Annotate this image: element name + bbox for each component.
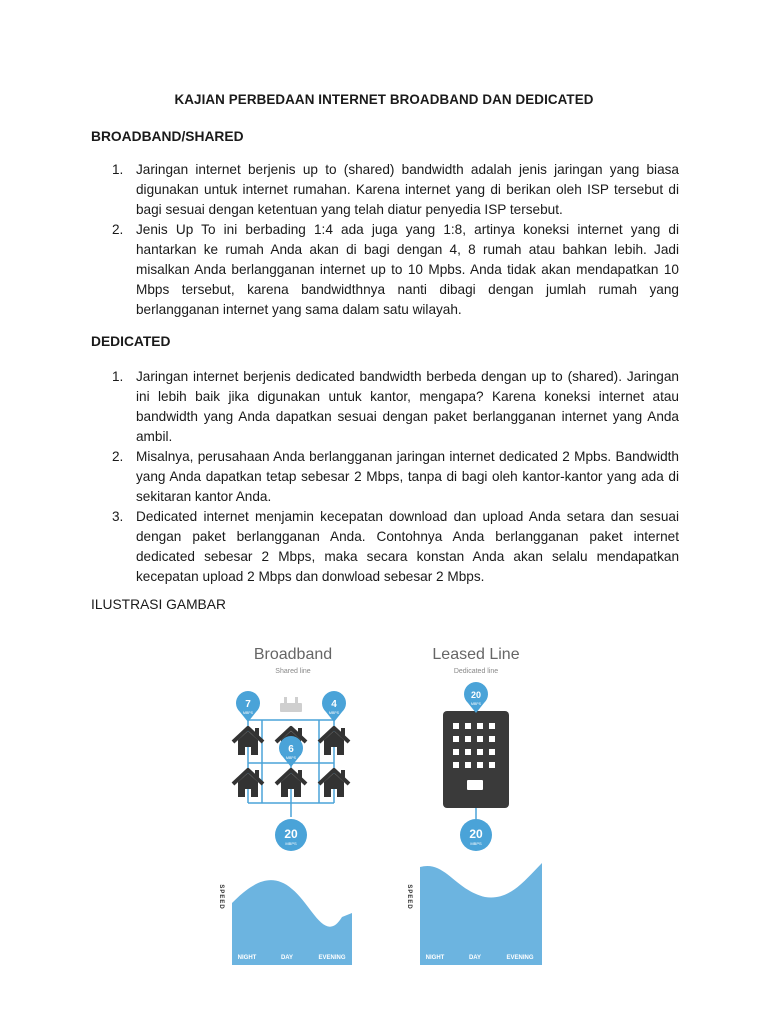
broadband-source-20-mbps <box>275 819 307 851</box>
list-item-text: Misalnya, perusahaan Anda berlangganan jaringan internet dedicated 2 Mpbs. Bandwidth yang Anda dapatkan tetap sebesar 2 Mbps, tanpa di bagi oleh kantor-kantor yang ada di sekitaran kantor Anda. <box>136 449 679 504</box>
list-item-text: Jenis Up To ini berbading 1:4 ada juga yang 1:8, artinya koneksi internet yang di hantarkan ke rumah Anda akan di bagi dengan 4, 8 rumah atau bahkan lebih. Jadi misalkan Anda berlangganan internet up to 10 Mpbs. Anda tidak akan mendapatkan 10 Mbps tersebut, karena bandwidthnya nanti dibagi dengan jumlah rumah yang berlangganan internet yang sama dalam satu wilayah. <box>136 222 679 317</box>
broadband-subtitle: Shared line <box>275 668 311 675</box>
list-item-text: Dedicated internet menjamin kecepatan download dan upload Anda setara dan sesuai dengan paket berlangganan Anda. Contohnya Anda berlangganan paket internet dedicated sebesar 2 Mbps, maka secara konstan Anda akan selalu mendapatkan kecepatan upload 2 Mbps dan donwload sebesar 2 Mbps. <box>136 509 679 584</box>
svg-text:MBPS: MBPS <box>329 711 339 715</box>
svg-text:20: 20 <box>470 690 482 700</box>
svg-text:MBPS: MBPS <box>243 711 253 715</box>
svg-text:MBPS: MBPS <box>471 702 481 706</box>
broadband-list <box>91 160 679 320</box>
list-item: 3. Dedicated internet menjamin kecepatan download dan upload Anda setara dan sesuai dengan paket berlangganan Anda. Contohnya Anda berlangganan paket internet dedicated sebesar 2 Mbps, maka secara konstan Anda akan selalu mendapatkan kecepatan upload 2 Mbps dan donwload sebesar 2 Mbps. <box>112 509 679 584</box>
time-label-day: DAY <box>280 955 294 961</box>
list-item: 2. Misalnya, perusahaan Anda berlangganan jaringan internet dedicated 2 Mpbs. Bandwidth yang Anda dapatkan tetap sebesar 2 Mbps, tanpa di bagi oleh kantor-kantor yang ada di sekitaran kantor Anda. <box>112 449 679 504</box>
broadband-speed-chart <box>218 880 352 965</box>
leased-source-20-mbps <box>460 819 492 851</box>
list-item: 1. Jaringan internet berjenis dedicated bandwidth berbeda dengan up to (shared). Jaringan ini lebih baik jika digunakan untuk kantor, mengapa? Karena koneksi internet atau bandwidth yang Anda dapatkan sesuai dengan paket berlangganan internet yang Anda ambil. <box>112 369 679 444</box>
pin-7-mbps <box>236 691 260 722</box>
svg-text:20: 20 <box>284 827 298 841</box>
svg-text:MBPS: MBPS <box>470 841 482 846</box>
broadband-title: Broadband <box>253 646 333 663</box>
pin-4-mbps <box>322 691 346 722</box>
leased-subtitle: Dedicated line <box>453 668 499 675</box>
svg-text:6: 6 <box>288 744 294 755</box>
leased-speed-chart <box>406 863 542 965</box>
router-icon <box>280 697 302 712</box>
svg-text:MBPS: MBPS <box>285 841 297 846</box>
broadband-heading: BROADBAND/SHARED <box>91 129 244 144</box>
leased-title: Leased Line <box>432 646 520 663</box>
svg-text:7: 7 <box>245 699 251 710</box>
dedicated-list <box>91 367 679 587</box>
list-item-text: Jaringan internet berjenis dedicated bandwidth berbeda dengan up to (shared). Jaringan ini lebih baik jika digunakan untuk kantor, mengapa? Karena koneksi internet atau bandwidth yang Anda dapatkan sesuai dengan paket berlangganan internet yang Anda ambil. <box>136 369 679 444</box>
illustration-heading: ILUSTRASI GAMBAR <box>91 597 226 612</box>
list-item: 1. Jaringan internet berjenis up to (shared) bandwidth adalah jenis jaringan yang biasa digunakan untuk internet rumahan. Karena internet yang di berikan oleh ISP tersebut di bagi sesuai dengan ketentuan yang telah diatur penyedia ISP tersebut. <box>112 162 679 217</box>
time-label-day: DAY <box>468 955 482 961</box>
document-title: KAJIAN PERBEDAAN INTERNET BROADBAND DAN DEDICATED <box>174 92 594 107</box>
time-label-night: NIGHT <box>425 955 445 961</box>
leased-pin-20-mbps <box>464 682 488 713</box>
list-item: 2. Jenis Up To ini berbading 1:4 ada juga yang 1:8, artinya koneksi internet yang di hantarkan ke rumah Anda akan di bagi dengan 4, 8 rumah atau bahkan lebih. Jadi misalkan Anda berlangganan internet up to 10 Mpbs. Anda tidak akan mendapatkan 10 Mbps tersebut, karena bandwidthnya nanti dibagi dengan jumlah rumah yang berlangganan internet yang sama dalam satu wilayah. <box>112 222 679 317</box>
time-label-night: NIGHT <box>237 955 257 961</box>
svg-text:20: 20 <box>469 827 483 841</box>
network-illustration <box>200 635 580 970</box>
dedicated-heading: DEDICATED <box>91 334 171 349</box>
svg-text:MBPS: MBPS <box>286 756 296 760</box>
list-item-text: Jaringan internet berjenis up to (shared) bandwidth adalah jenis jaringan yang biasa digunakan untuk internet rumahan. Karena internet yang di berikan oleh ISP tersebut di bagi sesuai dengan ketentuan yang telah diatur penyedia ISP tersebut. <box>136 162 679 217</box>
office-building-icon <box>443 711 509 808</box>
time-label-evening: EVENING <box>318 955 346 961</box>
svg-text:4: 4 <box>331 699 337 710</box>
speed-axis-label: SPEED <box>406 884 412 910</box>
speed-axis-label: SPEED <box>218 884 224 910</box>
time-label-evening: EVENING <box>506 955 534 961</box>
